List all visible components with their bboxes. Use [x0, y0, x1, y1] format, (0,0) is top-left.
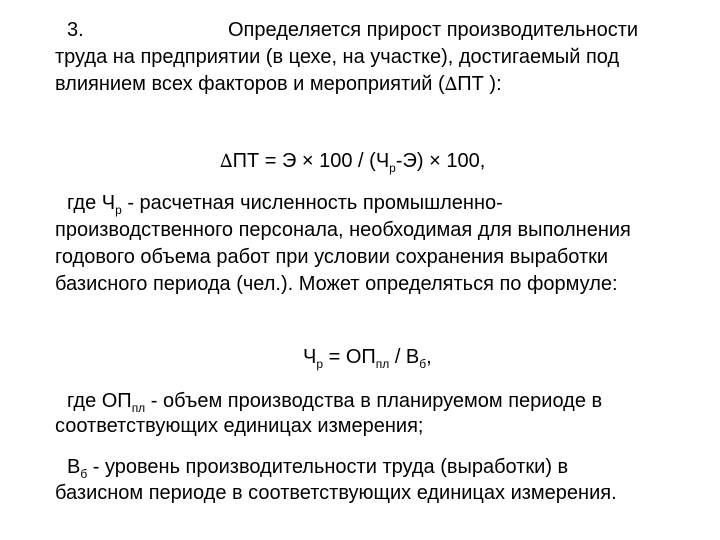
formula-2-part-1: Ч: [303, 346, 317, 368]
paragraph-4-line-1-start: В: [67, 456, 81, 478]
item-number: 3.: [67, 19, 84, 41]
formula-2-subscript-2: пл: [375, 357, 390, 371]
formula-2-subscript-3: б: [419, 357, 427, 371]
paragraph-2-line-2: производственного персонала, необходимая для выполнения: [55, 219, 631, 241]
paragraph-3-line-1-end: - объем производства в планируемом периоде в: [145, 390, 603, 412]
paragraph-2-line-4: базисного периода (чел.). Может определяться по формуле:: [55, 273, 618, 295]
formula-2-part-3: / В: [389, 346, 420, 368]
delta-symbol: ∆: [444, 74, 458, 95]
paragraph-4-subscript: б: [80, 467, 88, 481]
paragraph-4-line-1-end: - уровень производительности труда (выработки) в: [87, 456, 569, 478]
formula-headcount: [303, 345, 432, 376]
paragraph-3-line-1-start: где ОП: [67, 390, 132, 412]
formula-2-part-2: = ОП: [323, 346, 376, 368]
paragraph-1-line-2: труда на предприятии (в цехе, на участке), достигаемый под: [55, 46, 620, 68]
paragraph-1-line-3-text: влиянием всех факторов и мероприятий (: [55, 73, 445, 95]
formula-2-subscript-1: р: [316, 357, 324, 371]
formula-1-part-2: -Э) × 100,: [395, 150, 486, 172]
formula-1-part-1: ПТ = Э × 100 / (Ч: [232, 150, 390, 172]
delta-symbol: ∆: [220, 151, 233, 172]
paragraph-1-line-3-end: ПТ ):: [457, 73, 502, 95]
paragraph-2-line-1-start: где Ч: [67, 192, 116, 214]
paragraph-3-subscript: пл: [131, 401, 146, 415]
paragraph-4-line-2: базисном периоде в соответствующих единицах измерения.: [55, 482, 617, 504]
formula-1-subscript: р: [389, 161, 396, 175]
paragraph-1-line-3: [55, 72, 502, 97]
paragraph-2-line-1-end: - расчетная численность промышленно-: [121, 192, 503, 214]
formula-2-part-4: ,: [426, 346, 432, 368]
paragraph-2-subscript: р: [115, 203, 122, 217]
paragraph-3-line-2: соответствующих единицах измерения;: [55, 415, 424, 437]
formula-productivity-growth: [220, 149, 485, 180]
paragraph-1-line-1: Определяется прирост производительности: [228, 19, 639, 41]
paragraph-2-line-3: годового объема работ при условии сохранения выработки: [55, 246, 609, 268]
